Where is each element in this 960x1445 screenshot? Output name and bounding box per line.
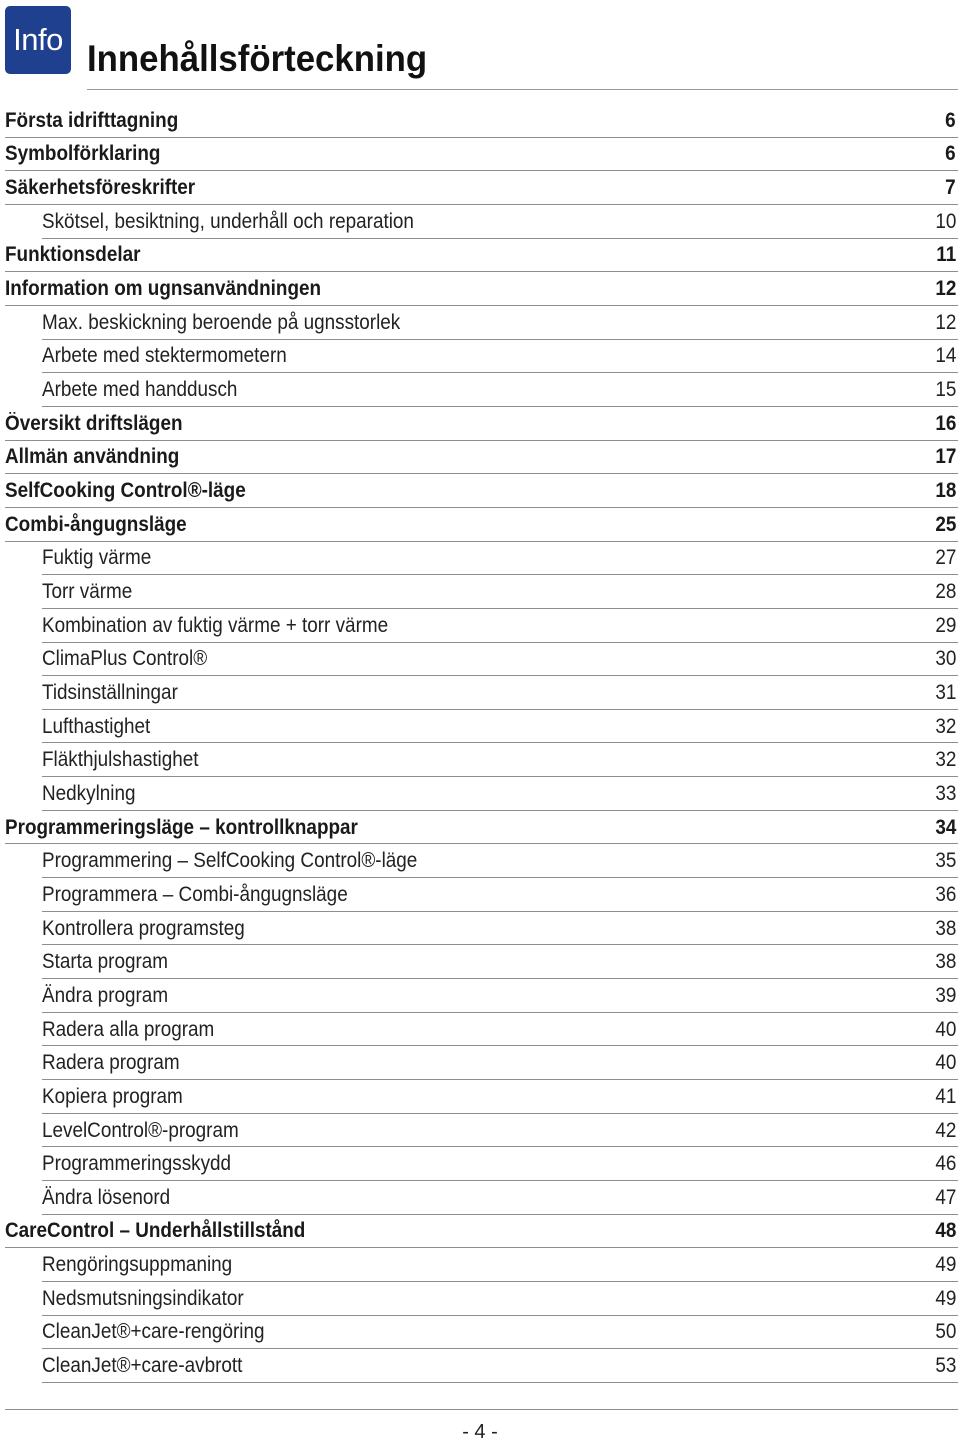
toc-entry-title: Arbete med handdusch	[42, 378, 238, 402]
toc-entry-title: Första idrifttagning	[5, 108, 179, 132]
toc-chapter-entry[interactable]	[0, 272, 960, 306]
toc-entry-title: CareControl – Underhållstillstånd	[5, 1219, 306, 1243]
footer-divider	[5, 1409, 958, 1410]
toc-entry-page: 25	[934, 512, 956, 536]
toc-entry-page: 32	[934, 748, 956, 772]
toc-section-entry[interactable]	[0, 676, 960, 710]
toc-entry-title: Fuktig värme	[42, 546, 152, 570]
title-divider	[87, 89, 958, 90]
toc-entry-title: Funktionsdelar	[5, 243, 141, 267]
toc-section-entry[interactable]	[0, 1349, 960, 1383]
toc-entry-page: 40	[934, 1017, 956, 1041]
toc-entry-page: 35	[934, 849, 956, 873]
toc-section-entry[interactable]	[0, 1080, 960, 1114]
table-of-contents	[0, 104, 960, 1383]
toc-entry-title: Ändra program	[42, 983, 169, 1007]
toc-entry-page: 31	[934, 680, 956, 704]
toc-entry-page: 49	[934, 1286, 956, 1310]
toc-entry-title: Översikt driftslägen	[5, 411, 183, 435]
toc-entry-title: Kopiera program	[42, 1084, 183, 1108]
toc-section-entry[interactable]	[0, 1248, 960, 1282]
toc-entry-title: Säkerhetsföreskrifter	[5, 176, 196, 200]
toc-section-entry[interactable]	[0, 1316, 960, 1350]
toc-section-entry[interactable]	[0, 912, 960, 946]
toc-entry-page: 28	[934, 580, 956, 604]
toc-section-entry[interactable]	[0, 945, 960, 979]
toc-entry-title: Radera program	[42, 1051, 180, 1075]
toc-entry-page: 17	[934, 445, 956, 469]
toc-entry-page: 41	[934, 1084, 956, 1108]
toc-entry-page: 39	[934, 983, 956, 1007]
toc-entry-title: Kombination av fuktig värme + torr värme	[42, 613, 389, 637]
toc-entry-page: 38	[934, 916, 956, 940]
toc-entry-page: 34	[934, 815, 956, 839]
toc-entry-title: Information om ugnsanvändningen	[5, 277, 322, 301]
toc-entry-page: 36	[934, 882, 956, 906]
toc-entry-title: Allmän användning	[5, 445, 180, 469]
toc-section-entry[interactable]	[0, 643, 960, 677]
toc-entry-page: 15	[934, 378, 956, 402]
toc-chapter-entry[interactable]	[0, 474, 960, 508]
toc-entry-title: Programmera – Combi-ångugnsläge	[42, 882, 348, 906]
toc-entry-title: Symbolförklaring	[5, 142, 161, 166]
toc-chapter-entry[interactable]	[0, 1215, 960, 1249]
toc-entry-title: Skötsel, besiktning, underhåll och reparation	[42, 209, 414, 233]
toc-entry-title: LevelControl®-program	[42, 1118, 239, 1142]
toc-entry-page: 50	[934, 1320, 956, 1344]
toc-entry-page: 18	[934, 479, 956, 503]
toc-entry-page: 6	[945, 108, 956, 132]
toc-section-entry[interactable]	[0, 1181, 960, 1215]
toc-section-entry[interactable]	[0, 373, 960, 407]
toc-entry-title: SelfCooking Control®-läge	[5, 479, 246, 503]
page-title: Innehållsförteckning	[87, 38, 428, 79]
toc-entry-page: 32	[934, 714, 956, 738]
toc-entry-title: Ändra lösenord	[42, 1185, 171, 1209]
toc-entry-title: Programmeringsskydd	[42, 1152, 232, 1176]
toc-entry-page: 27	[934, 546, 956, 570]
toc-entry-page: 30	[934, 647, 956, 671]
toc-entry-page: 33	[934, 781, 956, 805]
toc-entry-title: CleanJet®+care-avbrott	[42, 1354, 243, 1378]
toc-entry-title: ClimaPlus Control®	[42, 647, 208, 671]
toc-entry-title: Starta program	[42, 950, 169, 974]
toc-entry-title: CleanJet®+care-rengöring	[42, 1320, 265, 1344]
toc-section-entry[interactable]	[0, 340, 960, 374]
toc-entry-page: 7	[945, 176, 956, 200]
toc-section-entry[interactable]	[0, 306, 960, 340]
toc-entry-page: 6	[945, 142, 956, 166]
toc-entry-title: Programmering – SelfCooking Control®-läge	[42, 849, 418, 873]
toc-entry-title: Fläkthjulshastighet	[42, 748, 199, 772]
toc-entry-page: 12	[934, 310, 956, 334]
toc-section-entry[interactable]	[0, 710, 960, 744]
toc-entry-page: 10	[934, 209, 956, 233]
toc-section-entry[interactable]	[0, 542, 960, 576]
toc-entry-page: 14	[934, 344, 956, 368]
toc-chapter-entry[interactable]	[0, 138, 960, 172]
toc-entry-page: 29	[934, 613, 956, 637]
toc-chapter-entry[interactable]	[0, 104, 960, 138]
toc-entry-title: Rengöringsuppmaning	[42, 1253, 233, 1277]
toc-entry-page: 49	[934, 1253, 956, 1277]
toc-entry-title: Lufthastighet	[42, 714, 151, 738]
toc-section-entry[interactable]	[0, 575, 960, 609]
toc-entry-title: Kontrollera programsteg	[42, 916, 245, 940]
page-number: - 4 -	[462, 1421, 498, 1443]
toc-entry-page: 46	[934, 1152, 956, 1176]
toc-entry-page: 40	[934, 1051, 956, 1075]
toc-entry-title: Programmeringsläge – kontrollknappar	[5, 815, 358, 839]
toc-chapter-entry[interactable]	[0, 811, 960, 845]
toc-section-entry[interactable]	[0, 1114, 960, 1148]
toc-section-entry[interactable]	[0, 777, 960, 811]
toc-entry-page: 12	[934, 277, 956, 301]
info-badge: Info	[5, 6, 71, 74]
toc-entry-page: 53	[934, 1354, 956, 1378]
toc-section-entry[interactable]	[0, 844, 960, 878]
toc-section-entry[interactable]	[0, 1147, 960, 1181]
toc-entry-page: 42	[934, 1118, 956, 1142]
toc-section-entry[interactable]	[0, 1013, 960, 1047]
toc-entry-title: Arbete med stektermometern	[42, 344, 287, 368]
toc-chapter-entry[interactable]	[0, 239, 960, 273]
toc-chapter-entry[interactable]	[0, 441, 960, 475]
toc-entry-page: 11	[936, 243, 956, 267]
toc-section-entry[interactable]	[0, 979, 960, 1013]
toc-entry-title: Nedsmutsningsindikator	[42, 1286, 244, 1310]
toc-section-entry[interactable]	[0, 743, 960, 777]
toc-section-entry[interactable]	[0, 609, 960, 643]
toc-section-entry[interactable]	[0, 1282, 960, 1316]
toc-entry-page: 47	[934, 1185, 956, 1209]
toc-entry-title: Radera alla program	[42, 1017, 215, 1041]
toc-chapter-entry[interactable]	[0, 407, 960, 441]
toc-section-entry[interactable]	[0, 205, 960, 239]
toc-entry-title: Combi-ångugnsläge	[5, 512, 187, 536]
toc-chapter-entry[interactable]	[0, 508, 960, 542]
toc-section-entry[interactable]	[0, 878, 960, 912]
toc-entry-title: Max. beskickning beroende på ugnsstorlek	[42, 310, 401, 334]
toc-entry-page: 38	[934, 950, 956, 974]
toc-entry-title: Nedkylning	[42, 781, 136, 805]
toc-entry-title: Torr värme	[42, 580, 133, 604]
toc-entry-title: Tidsinställningar	[42, 680, 178, 704]
toc-chapter-entry[interactable]	[0, 171, 960, 205]
toc-entry-page: 16	[934, 411, 956, 435]
toc-section-entry[interactable]	[0, 1046, 960, 1080]
toc-entry-page: 48	[934, 1219, 956, 1243]
